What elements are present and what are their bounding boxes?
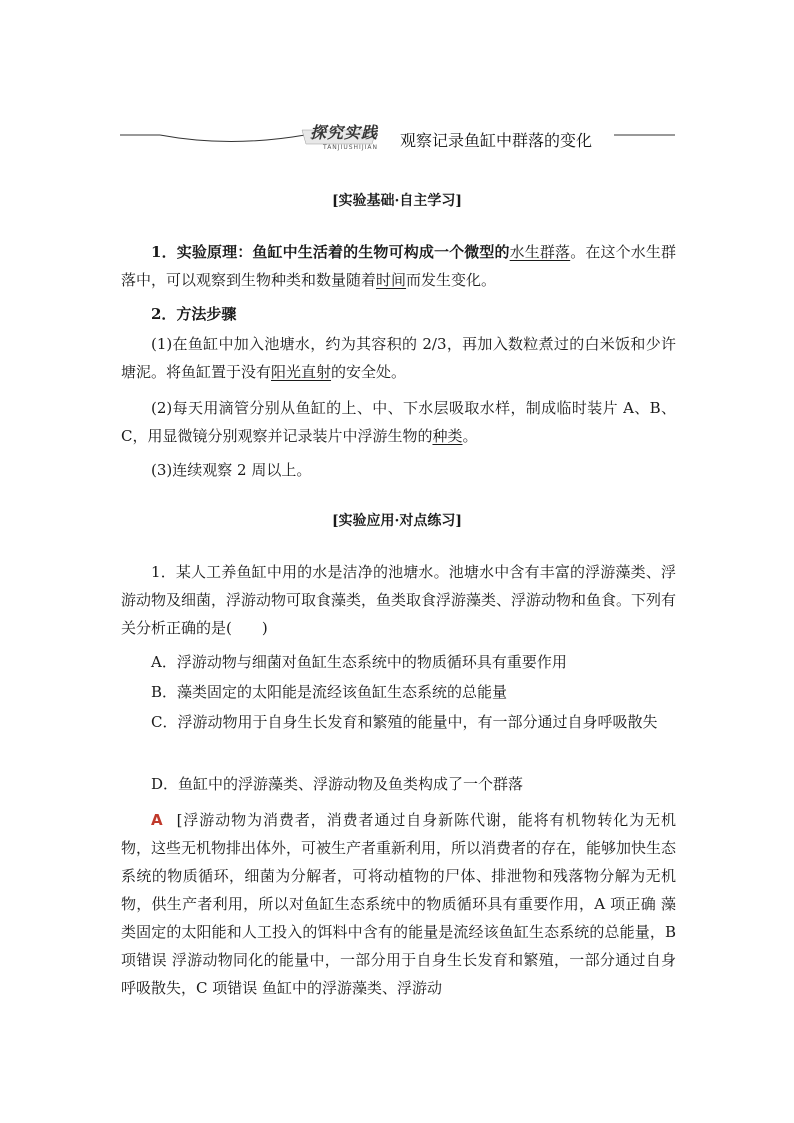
section-banner <box>120 118 675 158</box>
banner-badge: 探究实践 <box>310 123 379 142</box>
section-heading-basics: [实验基础·自主学习] <box>331 193 463 209</box>
step-1-prefix: (1)在鱼缸中加入池塘水，约为其容积的 2/3，再加入数粒煮过的白米饭和少许塘泥。将鱼缸置于没有 <box>121 335 676 381</box>
step-3: (3)连续观察 2 周以上。 <box>151 461 312 479</box>
step-2-prefix: (2)每天用滴管分别从鱼缸的上、中、下水层吸取水样，制成临时装片 A、B、C，用显微镜分别观察并记录装片中浮游生物的 <box>121 399 676 445</box>
step-1 <box>121 330 676 386</box>
step-1-suffix: 的安全处。 <box>331 363 407 381</box>
answer-explanation <box>121 806 676 1002</box>
answer-blank-aquatic-community: 水生群落 <box>509 243 571 261</box>
option-d: D．鱼缸中的浮游藻类、浮游动物及鱼类构成了一个群落 <box>151 775 524 793</box>
banner-title: 观察记录鱼缸中群落的变化 <box>378 128 614 151</box>
step-2 <box>121 394 676 450</box>
principle-suffix: 而发生变化。 <box>406 271 497 289</box>
method-steps-title: 2．方法步骤 <box>151 305 237 323</box>
answer-letter: A <box>151 811 163 829</box>
principle-prefix: 1．实验原理：鱼缸中生活着的生物可构成一个微型的 <box>151 243 510 261</box>
option-c: C．浮游动物用于自身生长发育和繁殖的能量中，有一部分通过自身呼吸散失 <box>151 713 658 731</box>
banner-pinyin: TANJIUSHIJIAN <box>323 144 378 151</box>
question-stem: 1．某人工养鱼缸中用的水是洁净的池塘水。池塘水中含有丰富的浮游藻类、浮游动物及细菌，浮游动物可取食藻类，鱼类取食浮游藻类、浮游动物和鱼食。下列有关分析正确的是( ) <box>121 563 677 637</box>
option-b: B．藻类固定的太阳能是流经该鱼缸生态系统的总能量 <box>151 683 508 701</box>
section-heading-practice: [实验应用·对点练习] <box>331 513 463 529</box>
explanation-text: [浮游动物为消费者，消费者通过自身新陈代谢，能将有机物转化为无机物，这些无机物排出体外，可被生产者重新利用，所以消费者的存在，能够加快生态系统的物质循环，细菌为分解者，可将动植物的尸体、排泄物和残落物分解为无机物，供生产者利用，所以对鱼缸生态系统中的物质循环具有重要作用，A 项正确 藻类固定的太阳能和人工投入的饵料中含有的能量是流经该鱼缸生态系统的总能量，B 项错误 浮游动物同化的能量中，一部分用于自身生长发育和繁殖，一部分通过自身呼吸散失，C 项错误 鱼缸中的浮游藻类、浮游动 <box>121 811 677 997</box>
option-a: A．浮游动物与细菌对鱼缸生态系统中的物质循环具有重要作用 <box>151 653 567 671</box>
answer-blank-time: 时间 <box>376 271 407 289</box>
answer-blank-sunlight: 阳光直射 <box>271 363 332 381</box>
principle-paragraph <box>121 238 676 294</box>
principle-mid: 。在这个水生群落中，可以观察到生物种类和数量随着 <box>121 243 676 289</box>
answer-blank-species: 种类 <box>432 427 463 445</box>
step-2-suffix: 。 <box>462 427 478 445</box>
